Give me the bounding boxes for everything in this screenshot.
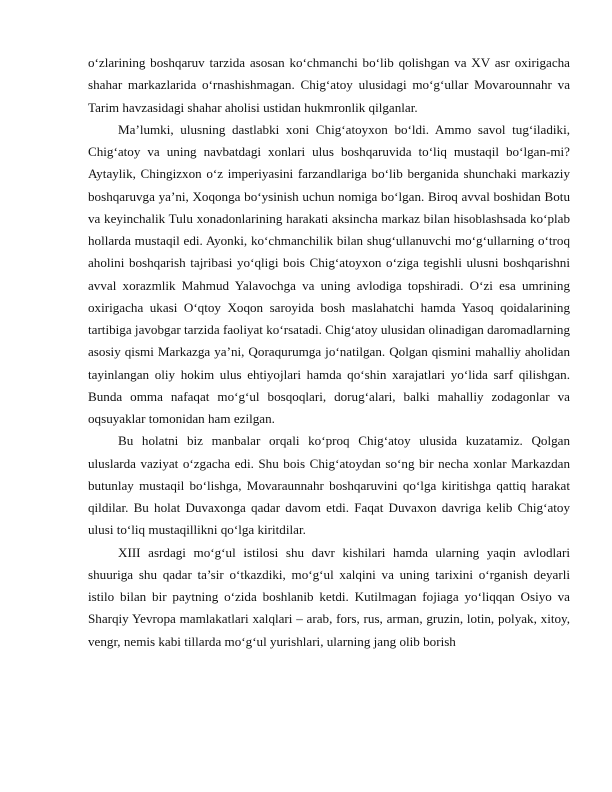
document-page <box>88 52 570 653</box>
paragraph-2: Ma’lumki, ulusning dastlabki xoni Chig‘atoyxon bo‘ldi. Ammo savol tug‘iladiki, Chig‘atoy va uning navbatdagi xonlari ulus boshqaruvida to‘liq mustaqil bo‘lgan-mi? Aytaylik, Chingizxon o‘z imperiyasini farzandlariga bo‘lib berganida shunchaki markaziy boshqaruvga ya’ni, Xoqonga bo‘ysinish uchun nomiga bo‘lgan. Biroq avval boshidan Botu va keyinchalik Tulu xonadonlarining harakati aksincha markaz bilan hisoblashsada ko‘plab hollarda mustaqil edi. Ayonki, ko‘chmanchilik bilan shug‘ullanuvchi mo‘g‘ullarning o‘troq aholini boshqarish tajribasi yo‘qligi bois Chig‘atoyxon o‘ziga tegishli ulusni boshqarishni avval xorazmlik Mahmud Yalavochga va uning avlodiga topshiradi. O‘zi esa umrining oxirigacha ukasi O‘qtoy Xoqon saroyida bosh maslahatchi hamda Yasoq qoidalarining tartibiga javobgar tarzida faoliyat ko‘rsatadi. Chig‘atoy ulusidan olinadigan daromadlarning asosiy qismi Markazga ya’ni, Qoraqurumga jo‘natilgan. Qolgan qismini mahalliy aholidan tayinlangan oliy hokim ulus ehtiyojlari hamda qo‘shin xarajatlari yo‘lida sarf qilishgan. Bunda omma nafaqat mo‘g‘ul bosqoqlari, dorug‘alari, balki mahalliy zodagonlar va oqsuyaklar tomonidan ham ezilgan. <box>88 121 570 426</box>
paragraph-3: Bu holatni biz manbalar orqali ko‘proq Chig‘atoy ulusida kuzatamiz. Qolgan uluslarda vaziyat o‘zgacha edi. Shu bois Chig‘atoydan so‘ng bir necha xonlar Markazdan butunlay mustaqil bo‘lishga, Movaraunnahr boshqaruvini qo‘lga kiritishga qattiq harakat qildilar. Bu holat Duvaxonga qadar davom etdi. Faqat Duvaxon davriga kelib Chig‘atoy ulusi to‘liq mustaqillikni qo‘lga kiritdilar. <box>88 433 570 538</box>
paragraph-1: o‘zlarining boshqaruv tarzida asosan ko‘chmanchi bo‘lib qolishgan va XV asr oxirigacha shahar markazlarida o‘rnashishmagan. Chig‘atoy ulusidagi mo‘g‘ullar Movarounnahr va Tarim havzasidagi shahar aholisi ustidan hukmronlik qilganlar. <box>88 55 570 115</box>
paragraph-4: XIII asrdagi mo‘g‘ul istilosi shu davr kishilari hamda ularning yaqin avlodlari shuuriga shu qadar ta’sir o‘tkazdiki, mo‘g‘ul xalqini va uning tarixini o‘rganish deyarli istilo bilan bir paytning o‘zida boshlanib ketdi. Kutilmagan fojiaga yo‘liqqan Osiyo va Sharqiy Yevropa mamlakatlari xalqlari – arab, fors, rus, arman, gruzin, lotin, polyak, xitoy, vengr, nemis kabi tillarda mo‘g‘ul yurishlari, ularning jang olib borish <box>88 544 570 649</box>
